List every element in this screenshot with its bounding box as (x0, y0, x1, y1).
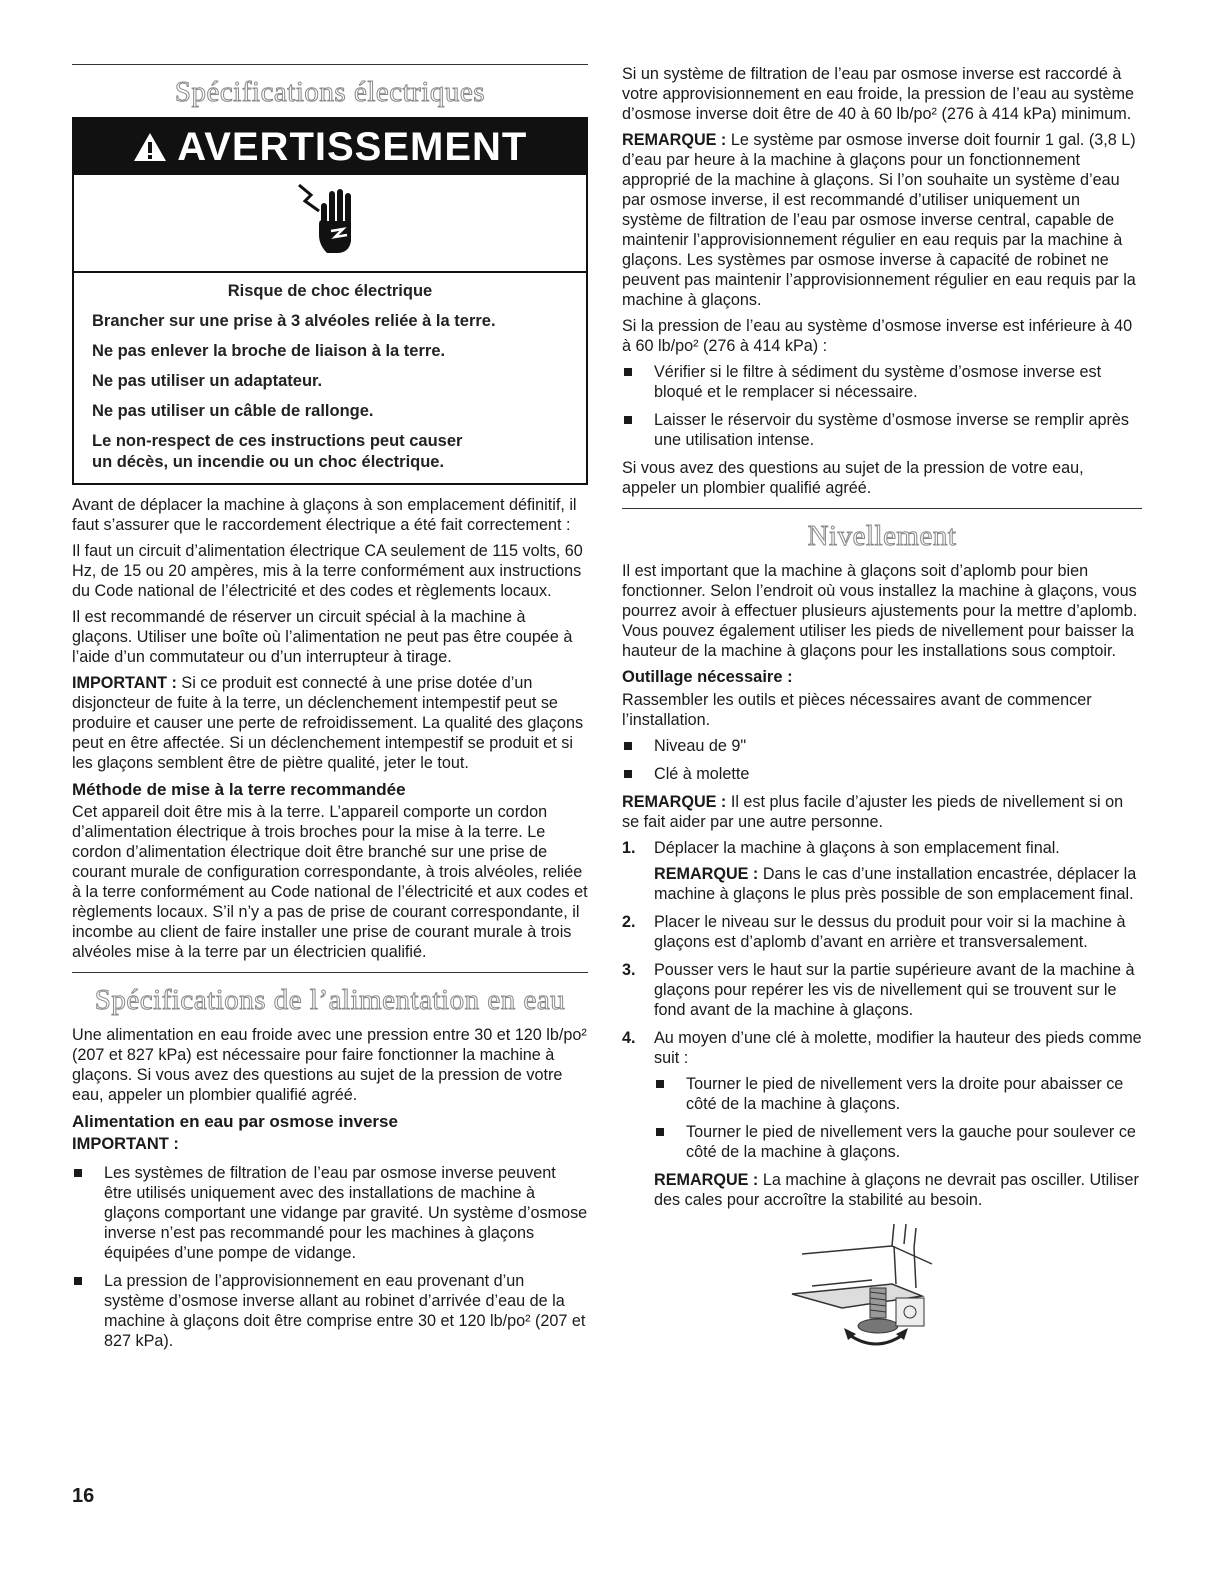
step-item (622, 912, 1142, 952)
list-item: Tourner le pied de nivellement vers la droite pour abaisser ce côté de la machine à glaçons. (654, 1074, 1142, 1114)
step-item (622, 960, 1142, 1020)
section-rule (72, 64, 588, 65)
list-item: Niveau de 9" (622, 736, 1142, 756)
right-column (622, 64, 1142, 1369)
ro-important: IMPORTANT : (72, 1135, 179, 1153)
note-text: Dans le cas d’une installation encastrée, déplacer la machine à glaçons le plus près possible de son emplacement final. (654, 865, 1137, 903)
important-label: IMPORTANT : (72, 674, 177, 692)
warning-line: Le non-respect de ces instructions peut causer (92, 432, 463, 450)
step-sub-list (654, 1074, 1142, 1162)
important-text: Si ce produit est connecté à une prise dotée d’un disjoncteur de fuite à la terre, un déclenchement intempestif peut se produire et causer une perte de refroidissement. La qualité des glaçons peut en être affectée. Si un déclenchement intempestif se produit et si les glaçons semblent être de piètre qualité, jeter le tout. (72, 674, 584, 772)
paragraph: Il faut un circuit d’alimentation électrique CA seulement de 115 volts, 60 Hz, de 15 ou 20 ampères, mis à la terre conformément aux instructions du Code national de l’électricité et des codes et règlements locaux. (72, 542, 583, 600)
warning-box (72, 117, 588, 485)
warning-header (74, 119, 586, 175)
electrical-section-title: Spécifications électriques (174, 76, 486, 108)
left-column (72, 64, 588, 1359)
section-rule (72, 972, 588, 973)
page-number: 16 (72, 1485, 95, 1507)
step-number: 1. (622, 839, 636, 857)
list-item: La pression de l’approvisionnement en eau provenant d’un système d’osmose inverse allant au robinet d’arrivée d’eau de la machine à glaçons doit être comprise entre 30 et 120 lb/po² (207 et 827 kPa). (72, 1271, 588, 1351)
pressure-bullet-list (622, 362, 1142, 450)
leveling-section-title: Nivellement (807, 520, 957, 552)
section-rule (622, 508, 1142, 509)
step-text: Pousser vers le haut sur la partie supérieure avant de la machine à glaçons pour repérer les vis de nivellement qui se trouvent sur le fond avant de la machine à glaçons. (654, 961, 1135, 1019)
note-label: REMARQUE : (654, 1171, 759, 1189)
important-paragraph (72, 673, 588, 773)
warning-line: Risque de choc électrique (227, 282, 433, 300)
step-number: 4. (622, 1029, 636, 1047)
ro-bullet-list (72, 1163, 588, 1351)
water-section-title: Spécifications de l’alimentation en eau (94, 984, 566, 1016)
list-item: Laisser le réservoir du système d’osmose inverse se remplir après une utilisation intense. (622, 410, 1142, 450)
note-paragraph (622, 130, 1142, 310)
step-text: Au moyen d’une clé à molette, modifier la hauteur des pieds comme suit : (654, 1029, 1142, 1067)
warning-line: un décès, un incendie ou un choc électrique. (92, 453, 445, 471)
note-label: REMARQUE : (622, 131, 727, 149)
paragraph: Avant de déplacer la machine à glaçons à son emplacement définitif, il faut s’assurer que le raccordement électrique a été fait correctement : (72, 496, 577, 534)
list-item: Vérifier si le filtre à sédiment du système d’osmose inverse est bloqué et le remplacer si nécessaire. (622, 362, 1142, 402)
warning-triangle-icon (133, 125, 178, 169)
note-label: REMARQUE : (622, 793, 727, 811)
warning-text (74, 273, 586, 483)
warning-line: Ne pas enlever la broche de liaison à la terre. (92, 342, 446, 360)
tools-list (622, 736, 1142, 784)
list-item: Clé à molette (622, 764, 1142, 784)
paragraph: Une alimentation en eau froide avec une pression entre 30 et 120 lb/po² (207 et 827 kPa) est nécessaire pour faire fonctionner la machine à glaçons. Si vous avez des questions au sujet de la pression de votre eau, appeler un plombier qualifié agréé. (72, 1026, 587, 1104)
note-label: REMARQUE : (654, 865, 759, 883)
step-text: Déplacer la machine à glaçons à son emplacement final. (654, 839, 1060, 857)
electric-shock-hand-icon (295, 181, 365, 266)
list-item: Les systèmes de filtration de l’eau par osmose inverse peuvent être utilisés uniquement avec des installations de machine à glaçons comportant une vidange par gravité. Un système d’osmose inverse n’est pas recommandé pour les machines à glaçons équipées d’une pompe de vidange. (72, 1163, 588, 1263)
step-item (622, 838, 1142, 904)
step-text: Placer le niveau sur le dessus du produit pour voir si la machine à glaçons est d’aplomb d’avant en arrière et transversalement. (654, 913, 1126, 951)
paragraph: Cet appareil doit être mis à la terre. L’appareil comporte un cordon d’alimentation électrique à trois broches pour la mise à la terre. Le cordon d’alimentation électrique doit être branché sur une prise de courant murale de configuration correspondante, à trois alvéoles, reliée à la terre conformément au Code national de l’électricité et aux codes et règlements locaux. S’il n’y a pas de prise de courant correspondante, il incombe au client de faire installer une prise de courant murale à trois alvéoles mise à la terre par un électricien qualifié. (72, 803, 588, 961)
step-number: 2. (622, 913, 636, 931)
paragraph: Si la pression de l’eau au système d’osmose inverse est inférieure à 40 à 60 lb/po² (276 à 414 kPa) : (622, 317, 1133, 355)
paragraph: Rassembler les outils et pièces nécessaires avant de commencer l’installation. (622, 691, 1092, 729)
leveling-foot-illustration (772, 1224, 1142, 1369)
warning-icon-area (74, 175, 586, 273)
note-text: La machine à glaçons ne devrait pas osciller. Utiliser des cales pour accroître la stabilité au besoin. (654, 1171, 1139, 1209)
note-text: Il est plus facile d’ajuster les pieds de nivellement si on se fait aider par une autre personne. (622, 793, 1124, 831)
paragraph: Il est recommandé de réserver un circuit spécial à la machine à glaçons. Utiliser une boîte où l’alimentation ne peut pas être coupée à l’aide d’un commutateur ou d’un interrupteur à tirage. (72, 608, 573, 666)
paragraph: Si un système de filtration de l’eau par osmose inverse est raccordé à votre approvisionnement en eau froide, la pression de l’eau au système d’osmose inverse doit être de 40 à 60 lb/po² (276 à 414 kPa) minimum. (622, 65, 1135, 123)
list-item: Tourner le pied de nivellement vers la gauche pour soulever ce côté de la machine à glaçons. (654, 1122, 1142, 1162)
note-paragraph (622, 792, 1142, 832)
step-note (654, 1170, 1142, 1210)
leveling-steps (622, 838, 1142, 1210)
warning-line: Brancher sur une prise à 3 alvéoles reliée à la terre. (92, 312, 496, 330)
step-item (622, 1028, 1142, 1210)
step-note (654, 864, 1142, 904)
tools-title: Outillage nécessaire : (622, 668, 793, 686)
note-text: Le système par osmose inverse doit fournir 1 gal. (3,8 L) d’eau par heure à la machine à glaçons pour un fonctionnement approprié de la machine à glaçons. Si l’on souhaite un système d’eau par osmose inverse, il est recommandé d’utiliser uniquement un système de filtration de l’eau par osmose inverse central, capable de maintenir l’approvisionnement régulier en eau requis par la machine à glaçons. Les systèmes par osmose inverse à capacité de robinet ne peuvent pas maintenir l’approvisionnement régulier en eau requis par la machine à glaçons. (622, 131, 1136, 309)
warning-header-text: AVERTISSEMENT (177, 125, 528, 169)
paragraph: Il est important que la machine à glaçons soit d’aplomb pour bien fonctionner. Selon l’endroit où vous installez la machine à glaçons, vous pourrez avoir à effectuer plusieurs ajustements pour la mettre d’aplomb. Vous pouvez également utiliser les pieds de nivellement pour baisser la hauteur de la machine à glaçons pour les installations sous comptoir. (622, 562, 1138, 660)
warning-line: Ne pas utiliser un câble de rallonge. (92, 402, 374, 420)
step-number: 3. (622, 961, 636, 979)
ro-title: Alimentation en eau par osmose inverse (72, 1112, 398, 1131)
method-title: Méthode de mise à la terre recommandée (72, 780, 406, 799)
paragraph: Si vous avez des questions au sujet de la pression de votre eau, appeler un plombier qualifié agréé. (622, 459, 1084, 497)
warning-line: Ne pas utiliser un adaptateur. (92, 372, 323, 390)
